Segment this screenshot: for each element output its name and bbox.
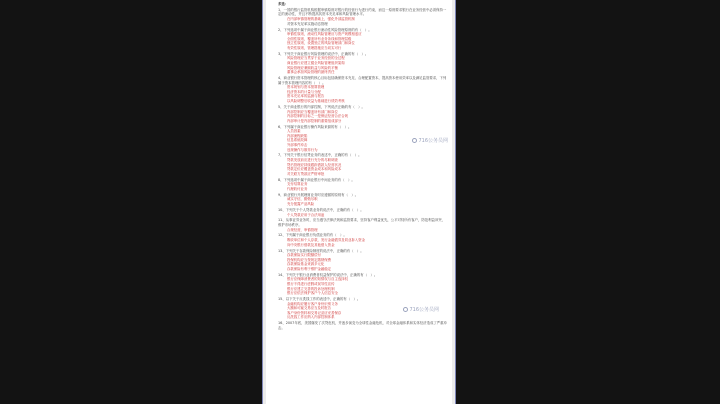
answer-option[interactable]: 存款保险实行限额偿付 bbox=[287, 253, 447, 258]
section-title: 多选： bbox=[278, 2, 289, 6]
watermark-logo-icon bbox=[403, 307, 408, 312]
answer-option[interactable]: 在内部审慎管理的基础上，强化外部监管机制 bbox=[287, 17, 447, 22]
option-list bbox=[278, 197, 447, 206]
answer-option[interactable]: 违规操作与欺诈行为 bbox=[287, 148, 447, 153]
question-stem: 11、从事证券业务时，应当遵守法律法规和监管要求，坚持客户利益优先，公平对待所有客户，防范利益冲突，维护市场秩序。 bbox=[278, 218, 446, 227]
answer-option[interactable]: 审慎性原则，流动性风险管理应与资产规模相适应 bbox=[287, 32, 447, 37]
watermark-logo-icon bbox=[410, 396, 415, 401]
answer-option[interactable]: 金融机构应履行客户身份识别义务 bbox=[287, 302, 447, 307]
answer-option[interactable]: 风险管理应当贯穿于业务经营的全过程 bbox=[287, 56, 447, 61]
question bbox=[278, 28, 447, 51]
question-stem: 13、下列关于存款保险制度的说法中，正确的有（ ）。 bbox=[278, 248, 364, 253]
answer-option[interactable]: 银行应建立完善的投诉处理机制 bbox=[287, 287, 447, 292]
answer-option[interactable]: 对资本充足率实施动态管理 bbox=[287, 22, 447, 27]
answer-option[interactable]: 人员因素 bbox=[287, 129, 447, 134]
answer-option[interactable]: 独立性原则，设置独立的风险管理部门和岗位 bbox=[287, 41, 447, 46]
answer-option[interactable]: 银行应保障消费者的知情权与自主选择权 bbox=[287, 277, 447, 282]
document-page bbox=[266, 0, 452, 404]
option-list bbox=[278, 17, 447, 26]
option-list bbox=[278, 56, 447, 74]
option-list bbox=[278, 32, 447, 50]
question-stem: 6、下列属于商业银行操作风险来源的有（ ）。 bbox=[278, 124, 352, 129]
answer-option[interactable]: 银行应依法保护客户个人信息安全 bbox=[287, 291, 447, 296]
question bbox=[278, 52, 447, 75]
answer-option[interactable]: 内部流程缺陷 bbox=[287, 134, 447, 139]
question-stem: 14、下列关于银行业消费者权益保护的说法中，正确的有（ ）。 bbox=[278, 272, 378, 277]
answer-option[interactable]: 信息系统故障 bbox=[287, 138, 447, 143]
question bbox=[278, 76, 447, 104]
question-stem: 4、商业银行资本管理的核心目标包括确保资本充足、合理配置资本，提高资本使用效率以及满足监管要求，下列属于资本管理内容的有（ ）。 bbox=[278, 76, 447, 85]
question-stem: 16、2007年底，美国爆发了次贷危机，并逐步演变为全球性金融危机，对全球金融体系和实体经济造成了严重冲击。 bbox=[278, 321, 447, 330]
answer-option[interactable]: 内部控制应当覆盖所有部门和岗位 bbox=[287, 110, 447, 115]
answer-option[interactable]: 大额和可疑交易应当及时报告 bbox=[287, 306, 447, 311]
option-list bbox=[278, 182, 447, 191]
answer-option[interactable]: 商业银行应建立健全风险管理组织架构 bbox=[287, 61, 447, 66]
answer-option[interactable]: 客户身份资料和交易记录应妥善保存 bbox=[287, 311, 447, 316]
answer-option[interactable]: 经济资本的计量与分配 bbox=[287, 90, 447, 95]
question-stem: 1、一国的银行监管机构根据审慎原则对银行的经营行为进行约束，而这一原则要求银行在业务经营中必须保持一定的流动性，并且不断提高其资本充足率和风险管理水平。 bbox=[278, 7, 447, 17]
option-list bbox=[278, 110, 447, 124]
option-list bbox=[278, 238, 447, 247]
answer-option[interactable]: 充分披露产品风险 bbox=[287, 202, 447, 207]
answer-option[interactable]: 存款保险有利于维护金融稳定 bbox=[287, 267, 447, 272]
option-list bbox=[278, 253, 447, 271]
answer-option[interactable]: 以风险调整后收益为基础进行绩效考核 bbox=[287, 99, 447, 104]
question bbox=[278, 233, 447, 247]
question bbox=[278, 105, 447, 123]
answer-option[interactable]: 贷后管理应持续跟踪借款人经营状况 bbox=[287, 163, 447, 168]
answer-option[interactable]: 董事会承担风险管理的最终责任 bbox=[287, 70, 447, 75]
answer-option[interactable]: 风险管理应兼顾收益与风险的平衡 bbox=[287, 66, 447, 71]
question-list bbox=[278, 8, 447, 331]
answer-option[interactable]: 存款保险基金来源多元化 bbox=[287, 262, 447, 267]
question-stem: 2、下列选项中属于商业银行流动性风险管理原则的有（ ）。 bbox=[278, 27, 372, 32]
question bbox=[278, 249, 447, 272]
question-stem: 8、下列选项中属于商业银行中间业务的有（ ）。 bbox=[278, 177, 355, 182]
answer-option[interactable]: 向中央银行借款及其他借入资金 bbox=[287, 243, 447, 248]
question bbox=[278, 153, 447, 176]
answer-option[interactable]: 外部事件冲击 bbox=[287, 143, 447, 148]
answer-option[interactable]: 投保机构应当按规定缴纳保费 bbox=[287, 258, 447, 263]
question bbox=[278, 218, 447, 232]
watermark: 716公务员网 bbox=[412, 137, 448, 144]
question-stem: 12、下列属于商业银行负债业务的有（ ）。 bbox=[278, 233, 347, 238]
watermark: 716公务员网 bbox=[410, 395, 446, 402]
answer-option[interactable]: 全面性原则，覆盖所有业务条线和管理层级 bbox=[287, 37, 447, 42]
answer-option[interactable]: 银行不得进行虚假或误导性宣传 bbox=[287, 282, 447, 287]
option-list bbox=[278, 158, 447, 176]
question-stem: 15、以下关于反洗钱工作的表述中，正确的有（ ）。 bbox=[278, 297, 361, 302]
question bbox=[278, 321, 447, 330]
answer-option[interactable]: 有效性原则，管理措施应当切实可行 bbox=[287, 46, 447, 51]
question bbox=[278, 8, 447, 26]
answer-option[interactable]: 吸收单位和个人存款，发行金融债券及同业拆入资金 bbox=[287, 238, 447, 243]
question-stem: 9、商业银行开展理财业务时应遵循的原则有（ ）。 bbox=[278, 192, 359, 197]
answer-option[interactable]: 贷款发放前应进行充分的尽职调查 bbox=[287, 158, 447, 163]
option-list bbox=[278, 228, 447, 233]
option-list bbox=[278, 213, 447, 218]
watermark-logo-icon bbox=[412, 138, 417, 143]
question bbox=[278, 208, 447, 217]
document-viewer[interactable] bbox=[262, 0, 456, 404]
question bbox=[278, 273, 447, 296]
question-stem: 3、下列关于商业银行风险管理的说法中，正确的有（ ）。 bbox=[278, 51, 369, 56]
question bbox=[278, 178, 447, 192]
watermark: 716公务员网 bbox=[403, 306, 439, 313]
answer-option[interactable]: 对关联方贷款应严格审批 bbox=[287, 172, 447, 177]
answer-option[interactable]: 资本充足率的监测与报告 bbox=[287, 94, 447, 99]
question bbox=[278, 193, 447, 207]
answer-option[interactable]: 支付结算业务 bbox=[287, 182, 447, 187]
option-list bbox=[278, 85, 447, 103]
answer-option[interactable]: 反洗钱工作应纳入内部控制体系 bbox=[287, 315, 447, 320]
answer-option[interactable]: 合规经营，审慎管理 bbox=[287, 228, 447, 233]
answer-option[interactable]: 代理收付业务 bbox=[287, 187, 447, 192]
answer-option[interactable]: 资本规划与资本预算管理 bbox=[287, 85, 447, 90]
answer-option[interactable]: 个人贷款应用于合法用途 bbox=[287, 213, 447, 218]
question-stem: 5、关于商业银行的内部控制，下列说法正确的有（ ）。 bbox=[278, 104, 365, 109]
answer-option[interactable]: 诚实守信，勤勉尽职 bbox=[287, 197, 447, 202]
answer-option[interactable]: 内部控制的目标之一是保证经营合法合规 bbox=[287, 114, 447, 119]
question-stem: 10、下列关于个人贷款业务的说法中，正确的有（ ）。 bbox=[278, 207, 364, 212]
option-list bbox=[278, 277, 447, 295]
answer-option[interactable]: 贷款定价应覆盖资金成本和风险成本 bbox=[287, 167, 447, 172]
answer-option[interactable]: 内部审计是内部控制的重要组成部分 bbox=[287, 119, 447, 124]
question-stem: 7、下列关于银行信贷业务的表述中，正确的有（ ）。 bbox=[278, 153, 362, 158]
